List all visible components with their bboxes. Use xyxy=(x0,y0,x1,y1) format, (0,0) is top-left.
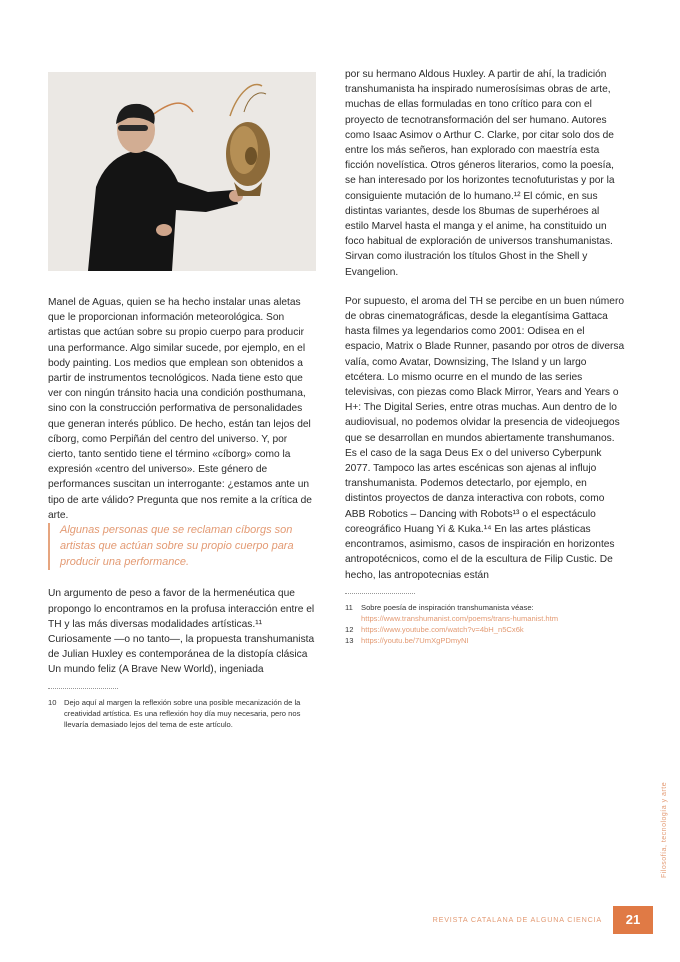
footnote-text: Sobre poesía de inspiración transhumanista véase: xyxy=(361,602,534,612)
footnote-number: 12 xyxy=(345,624,354,634)
footnote-number: 11 xyxy=(345,602,353,612)
footnote-13 xyxy=(345,635,625,646)
footnote-link[interactable]: https://www.youtube.com/watch?v=4bH_n5Cx6k xyxy=(361,624,524,634)
right-column xyxy=(345,67,625,646)
left-paragraph-2: Un argumento de peso a favor de la hermenéutica que propongo lo encontramos en la profusa interacción entre el TH y las más diversas modalidades artísticas.¹¹ Curiosamente —o no tanto—, la propuesta transhumanista de Julian Huxley es contemporánea de la distopía clásica Un mundo feliz (A Brave New World), ingeniada xyxy=(48,588,315,676)
side-label-text: Filosofía, tecnología y arte xyxy=(661,781,668,878)
footnote-text: Dejo aquí al margen la reflexión sobre una posible mecanización de la creatividad artística. Es una reflexión hoy día muy necesaria, pero nos llevaría demasiado lejos del tema de este artículo. xyxy=(64,697,301,729)
footnote-11 xyxy=(345,602,625,624)
right-paragraph-2: Por supuesto, el aroma del TH se percibe en un buen número de obras cinematográficas, desde la elegantísima Gattaca hasta filmes ya legendarios como 2001: Odisea en el espacio, Matrix o Blade Runner, pasando por otros de diversa valía, como Avatar, Downsizing, The Island y un largo etcétera. Lo mismo ocurre en el mundo de las series televisivas, con piezas como Black Mirror, Years and Years o H+: The Digital Series, entre otras muchas. Aun dentro de lo audiovisual, no podemos olvidar la presencia de videojuegos que se desarrollan en mundos abiertamente transhumanos. Es el caso de la saga Deus Ex o del universo Cyberpunk 2077. Tampoco las artes escénicas son ajenas al influjo transhumanista. Podemos detectarlo, por ejemplo, en distintos proyectos de danza interactiva con robots, como ABB Robotics – Dancing with Robots¹³ o el espectáculo coreográfico Huang Yi & Kuka.¹⁴ En las artes plásticas encontramos, asimismo, casos de inspiración en horizontes antropotécnicos, como el de la escultura de Filip Custic. De hecho, las antropotecnias están xyxy=(345,295,625,581)
left-column xyxy=(48,295,316,730)
side-section-label xyxy=(651,738,668,878)
left-paragraph-1: Manel de Aguas, quien se ha hecho instalar unas aletas que le proporcionan información meteorológica. Son artistas que actúan sobre su propio cuerpo para producir una performance. Algo similar sucede, por ejemplo, en el body painting. Los medios que emplean son obtenidos a partir de instrumentos tecnológicos. Nada tiene esto que ver con ningún tránsito hacia una condición posthumana, sino con la construcción performativa de personalidades que generan interés público. De hecho, están tan lejos del cíborg, como Perpiñán del centro del universo. Y, por cierto, tanto sentido tiene el término «cíborg» como la expresión «centro del universo». Este género de performances suscitan un interrogante: ¿estamos ante un tipo de arte válido? Pregunta que nos remite a la crítica de arte. xyxy=(48,297,312,521)
footnote-10 xyxy=(48,697,316,730)
footnote-divider xyxy=(48,688,118,689)
footnote-divider xyxy=(345,593,415,594)
footnote-number: 13 xyxy=(345,635,354,645)
photo-illustration xyxy=(48,72,316,271)
pull-quote: Algunas personas que se reclaman cíborgs son artistas que actúan sobre su propio cuerpo para producir una performance. xyxy=(48,523,316,570)
right-paragraph-1: por su hermano Aldous Huxley. A partir de ahí, la tradición transhumanista ha inspirado numerosísimas obras de arte, muchas de ellas formuladas en tono crítico para con el proyecto de tecnotransformación del ser humano. Autores como Isaac Asimov o Arthur C. Clarke, por citar solo dos de entre los más señeros, han explorado con maestría esta ficción novelística. Otros géneros literarios, como la poesía, se han interesado por los horizontes tecnofuturistas y por la consiguiente mutación de lo humano.¹² El cómic, en sus distintas variantes, desde los 8bumas de superhéroes al estilo Marvel hasta el manga y el anime, ha constituido un foco habitual de exploración de universos transhumanistas. Sirvan como ilustración los títulos Ghost in the Shell y Evangelion. xyxy=(345,69,615,278)
page-number: 21 xyxy=(613,906,653,934)
footnote-link[interactable]: https://youtu.be/7UmXgPDmyNI xyxy=(361,635,469,645)
footer-journal-label: REVISTA CATALANA DE ALGUNA CIENCIA xyxy=(432,915,602,924)
article-photo xyxy=(48,72,316,271)
footnote-body xyxy=(361,602,625,624)
footnote-12 xyxy=(345,624,625,635)
footnote-link[interactable]: https://www.transhumanist.com/poems/trans-humanist.htm xyxy=(361,613,559,623)
footnote-number: 10 xyxy=(48,697,57,707)
